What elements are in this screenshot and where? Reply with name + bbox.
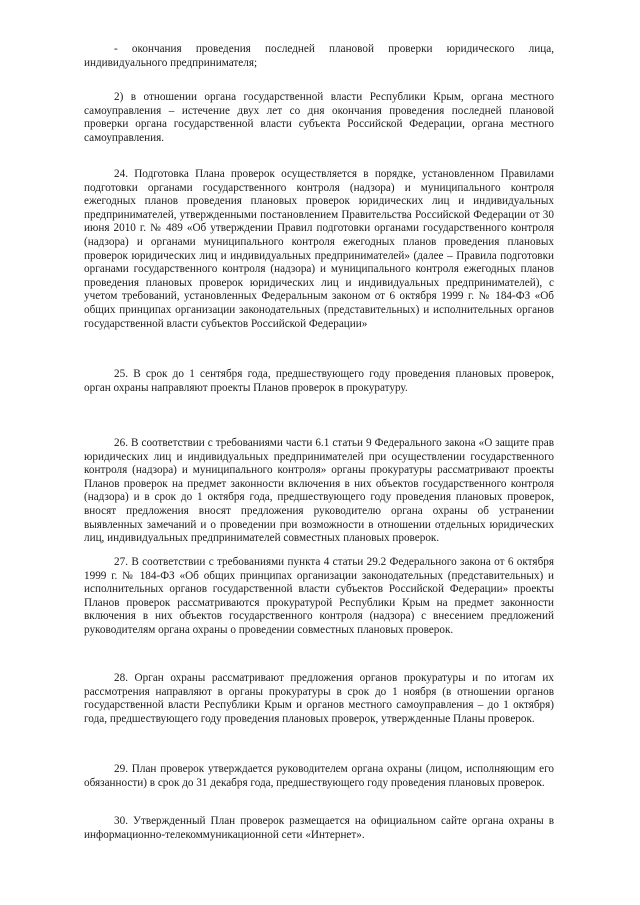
paragraph-26: 26. В соответствии с требованиями части 6.1 статьи 9 Федерального закона «О защите прав юридических лиц и индивидуальных предпринимателей при осуществлении государственного контроля (надзора) и муниципального контроля» органы прокуратуры рассматривают проекты Планов проверок на предмет законности включения в них объектов государственного контроля (надзора) и в срок до 1 октября года, предшествующего году проведения плановых проверок, вносят предложения вносят предложения руководителю органа охраны об устранении выявленных замечаний и о проведении при возможности в отношении отдельных юридических лиц, индивидуальных предпринимателей совместных плановых проверок. xyxy=(84,437,554,545)
paragraph-29: 29. План проверок утверждается руководителем органа охраны (лицом, исполняющим его обязанности) в срок до 31 декабря года, предшествующего году проведения плановых проверок. xyxy=(84,763,554,789)
paragraph-item-2-state-authority: 2) в отношении органа государственной власти Республики Крым, органа местного самоуправления – истечение двух лет со дня окончания проведения последней плановой проверки органа государственной власти субъекта Российской Федерации, органа местного самоуправления. xyxy=(84,91,554,144)
paragraph-end-of-last-inspection: - окончания проведения последней плановой проверки юридического лица, индивидуального предпринимателя; xyxy=(84,43,554,69)
paragraph-30: 30. Утвержденный План проверок размещается на официальном сайте органа охраны в информационно-телекоммуникационной сети «Интернет». xyxy=(84,815,554,841)
paragraph-25: 25. В срок до 1 сентября года, предшествующего году проведения плановых проверок, орган охраны направляют проекты Планов проверок в прокуратуру. xyxy=(84,368,554,394)
paragraph-24: 24. Подготовка Плана проверок осуществляется в порядке, установленном Правилами подготовки органами государственного контроля (надзора) и муниципального контроля ежегодных планов проведения плановых проверок юридических лиц и индивидуальных предпринимателей, утвержденными постановлением Правительства Российской Федерации от 30 июня 2010 г. № 489 «Об утверждении Правил подготовки органами государственного контроля (надзора) и органами муниципального контроля ежегодных планов проведения плановых проверок юридических лиц и индивидуальных предпринимателей» (далее – Правила подготовки органами государственного контроля (надзора) и муниципального контроля ежегодных планов проведения плановых проверок юридических лиц и индивидуальных предпринимателей), с учетом требований, установленных Федеральным законом от 6 октября 1999 г. № 184-ФЗ «Об общих принципах организации законодательных (представительных) и исполнительных органов государственной власти субъектов Российской Федерации» xyxy=(84,168,554,330)
paragraph-28: 28. Орган охраны рассматривают предложения органов прокуратуры и по итогам их рассмотрения направляют в органы прокуратуры в срок до 1 ноября (в отношении органов государственной власти Республики Крым и органов местного самоуправления – до 1 октября) года, предшествующего году проведения плановых проверок, утвержденные Планы проверок. xyxy=(84,672,554,725)
paragraph-27: 27. В соответствии с требованиями пункта 4 статьи 29.2 Федерального закона от 6 октября 1999 г. № 184-ФЗ «Об общих принципах организации законодательных (представительных) и исполнительных органов государственной власти субъектов Российской Федерации» проекты Планов проверок рассматриваются прокуратурой Республики Крым на предмет законности включения в них объектов государственного контроля (надзора) с внесением предложений руководителям органа охраны о проведении совместных плановых проверок. xyxy=(84,556,554,636)
